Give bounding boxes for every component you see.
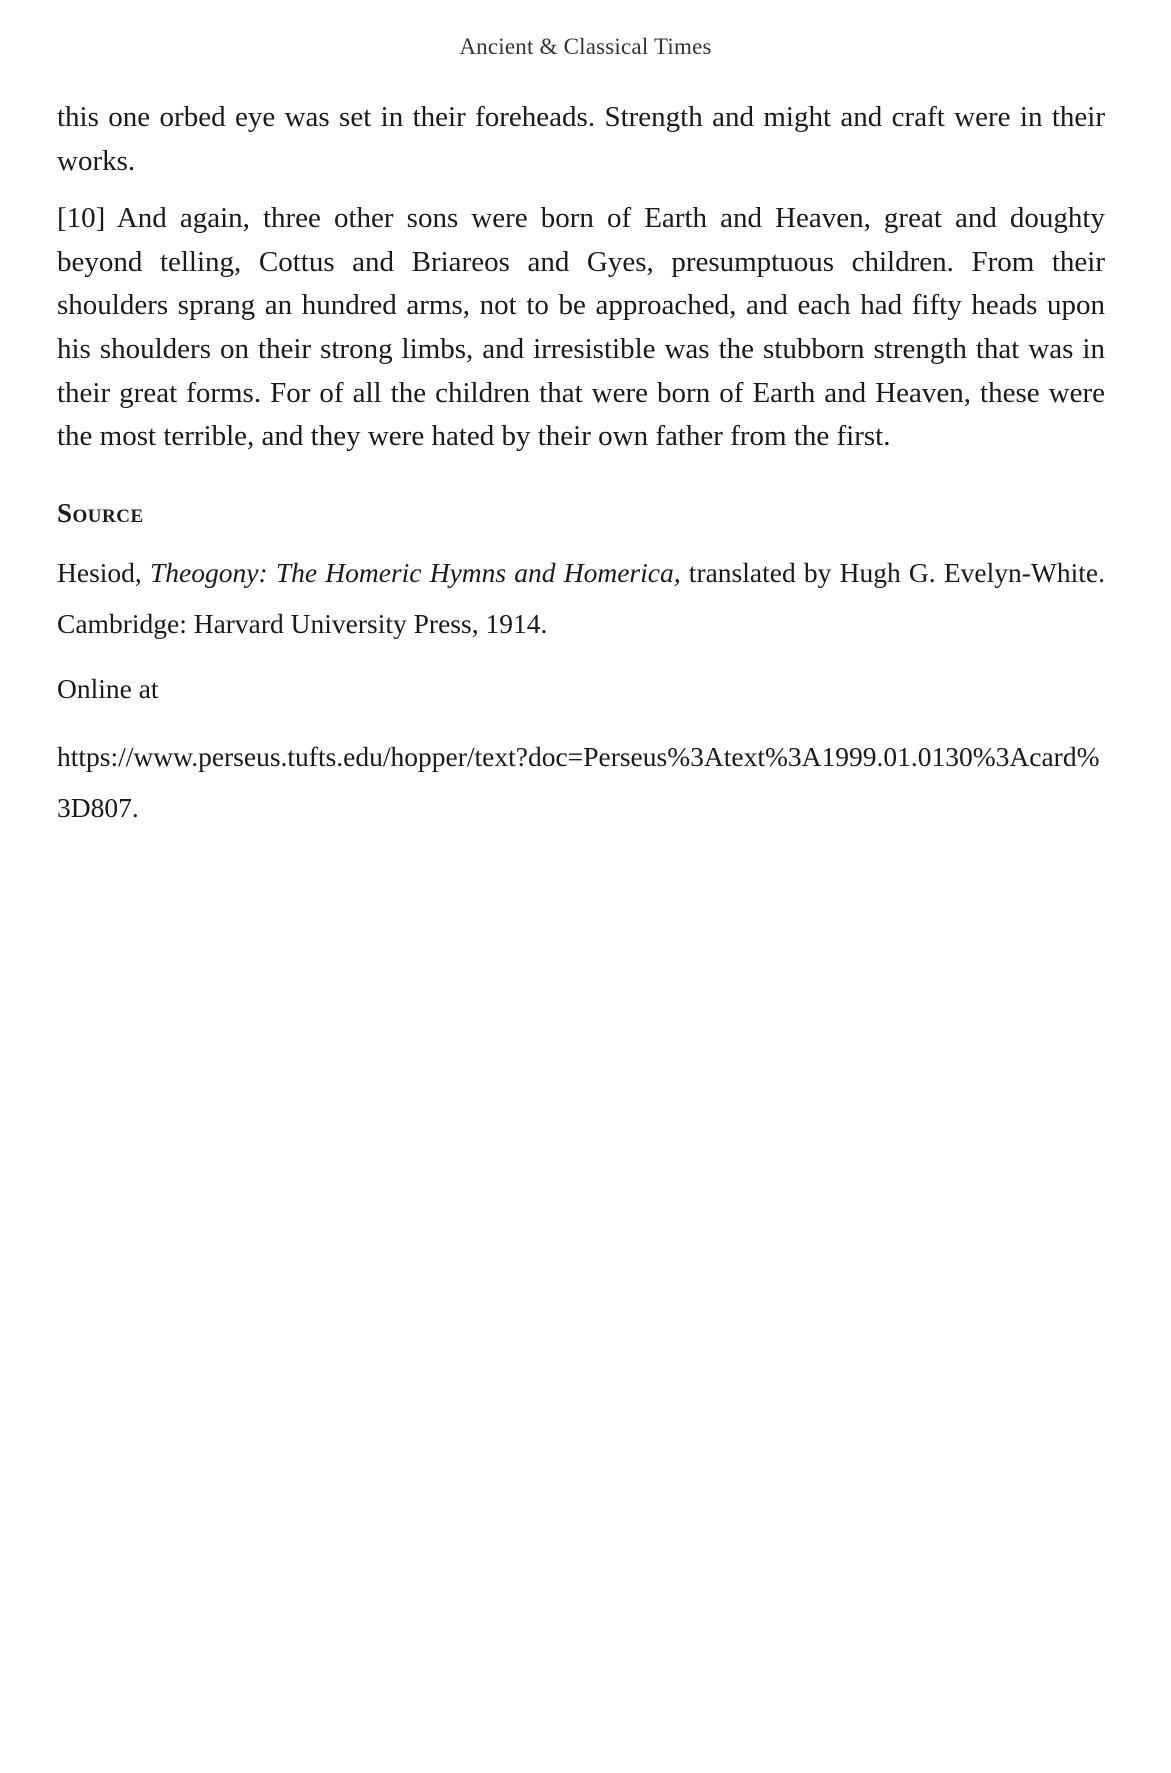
source-url[interactable]: https://www.perseus.tufts.edu/hopper/text?doc=Perseus%3Atext%3A1999.01.0130%3Acard%3D807.	[57, 740, 1100, 823]
citation-details: translated by Hugh G. Evelyn-White. Cambridge: Harvard University Press, 1914.	[57, 556, 1105, 639]
source-heading: Source	[57, 497, 144, 528]
citation-author: Hesiod,	[57, 556, 150, 588]
online-label: Online at	[57, 672, 159, 704]
body-paragraph-2: [10] And again, three other sons were born of Earth and Heaven, great and doughty beyond telling, Cottus and Briareos and Gyes, presumptuous children. From their shoulders sprang an hundred arms, not to be approached, and each had fifty heads upon his shoulders on their strong limbs, and irresistible was the stubborn strength that was in their great forms. For of all the children that were born of Earth and Heaven, these were the most terrible, and they were hated by their own father from the first.	[57, 202, 1105, 453]
source-citation	[57, 547, 1105, 649]
citation-work-title: Theogony: The Homeric Hymns and Homerica,	[150, 556, 681, 588]
body-paragraph-1: this one orbed eye was set in their foreheads. Strength and might and craft were in their works.	[57, 101, 1105, 177]
running-header: Ancient & Classical Times	[459, 34, 712, 59]
page-content	[57, 96, 1105, 833]
